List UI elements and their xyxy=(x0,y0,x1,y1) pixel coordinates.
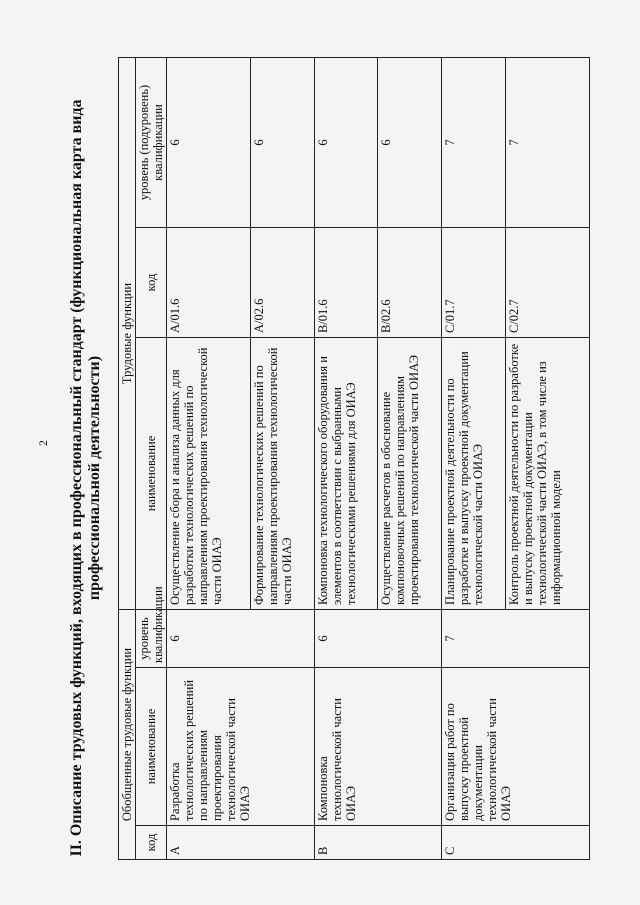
group-code: C xyxy=(442,826,590,860)
page-title xyxy=(68,88,104,868)
header-functions: Трудовые функции xyxy=(119,57,136,609)
function-name: Планирование проектной деятельности по разработке и выпуску проектной документации технологической части ОИАЭ xyxy=(442,338,506,610)
functions-table xyxy=(118,57,590,860)
group-name: Организация работ по выпуску проектной документации технологической части ОИАЭ xyxy=(442,668,590,826)
header-sublevel: уровень (подуровень) квалификации xyxy=(136,57,167,227)
function-code: C/02.7 xyxy=(506,228,590,338)
function-code: B/01.6 xyxy=(314,228,378,338)
header-generalized: Обобщенные трудовые функции xyxy=(119,610,136,860)
function-level: 7 xyxy=(442,57,506,227)
header-row-group xyxy=(119,57,136,859)
function-name: Контроль проектной деятельности по разработке и выпуску проектной документации технологической части ОИАЭ, в том числе из информационной модели xyxy=(506,338,590,610)
function-level: 6 xyxy=(314,57,378,227)
group-name: Компоновка технологической части ОИАЭ xyxy=(314,668,442,826)
function-name: Осуществление сбора и анализа данных для разработки технологических решений по направлениям проектирования технологической части ОИАЭ xyxy=(167,338,251,610)
function-level: 6 xyxy=(378,57,442,227)
header-level: уровень квалификации xyxy=(136,610,167,668)
table-row xyxy=(314,57,378,859)
function-name: Компоновка технологического оборудования и элементов в соответствии с выбранными технологическими решениями для ОИАЭ xyxy=(314,338,378,610)
group-code: B xyxy=(314,826,442,860)
function-level: 7 xyxy=(506,57,590,227)
header-code: код xyxy=(136,826,167,860)
header-name: наименование xyxy=(136,668,167,826)
group-level: 6 xyxy=(167,610,315,668)
table-row xyxy=(167,57,251,859)
title-line-2: профессиональной деятельности) xyxy=(86,355,103,601)
title-line-1: II. Описание трудовых функций, входящих в профессиональный стандарт (функциональная карта вида xyxy=(68,99,85,857)
function-level: 6 xyxy=(167,57,251,227)
group-level: 7 xyxy=(442,610,590,668)
functions-table-wrapper xyxy=(118,58,590,860)
group-code: A xyxy=(167,826,315,860)
function-level: 6 xyxy=(250,57,314,227)
header-function-code: код xyxy=(136,228,167,338)
header-function-name: наименование xyxy=(136,338,167,610)
function-code: B/02.6 xyxy=(378,228,442,338)
function-name: Осуществление расчетов в обоснование компоновочных решений по направлениям проектирования технологической части ОИАЭ xyxy=(378,338,442,610)
header-row-columns xyxy=(136,57,167,859)
group-level: 6 xyxy=(314,610,442,668)
function-code: A/02.6 xyxy=(250,228,314,338)
function-name: Формирование технологических решений по направлениям проектирования технологической части ОИАЭ xyxy=(250,338,314,610)
table-row xyxy=(442,57,506,859)
function-code: A/01.6 xyxy=(167,228,251,338)
group-name: Разработка технологических решений по направлениям проектирования технологической части ОИАЭ xyxy=(167,668,315,826)
page-number: 2 xyxy=(36,440,50,446)
function-code: C/01.7 xyxy=(442,228,506,338)
